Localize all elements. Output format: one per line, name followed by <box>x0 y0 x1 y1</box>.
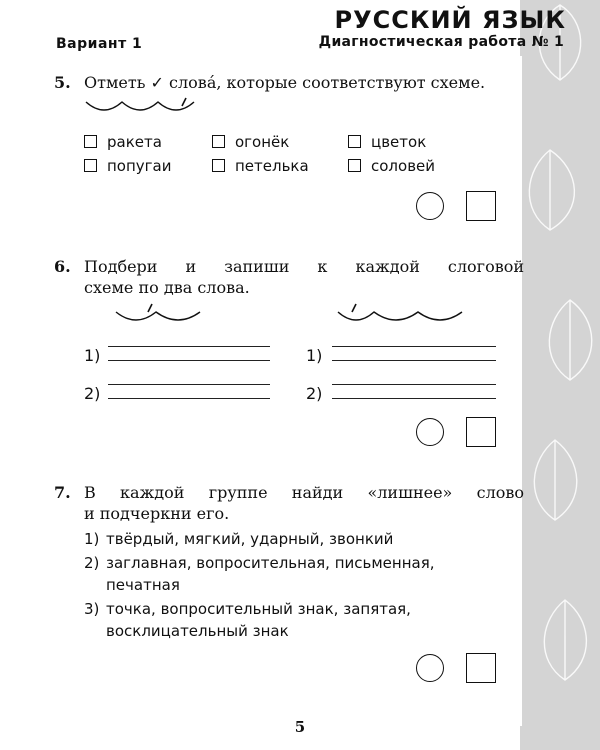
leaf-pattern-icon <box>520 0 600 750</box>
score-circle[interactable] <box>416 192 444 220</box>
checkbox[interactable] <box>84 159 97 172</box>
page-number: 5 <box>294 718 306 736</box>
answer-line[interactable] <box>108 384 270 385</box>
score-square[interactable] <box>466 191 496 221</box>
task-number: 7. <box>54 483 71 502</box>
checkbox[interactable] <box>348 135 361 148</box>
subject-title: РУССКИЙ ЯЗЫК <box>334 6 566 34</box>
syllable-scheme-arcs <box>82 96 212 120</box>
option-raketa[interactable]: ракета <box>84 133 162 151</box>
option-popugai[interactable]: попугаи <box>84 157 172 175</box>
option-solovei[interactable]: соловей <box>348 157 435 175</box>
option-ogonek[interactable]: огонёк <box>212 133 289 151</box>
answer-line[interactable] <box>108 360 270 361</box>
checkbox[interactable] <box>348 159 361 172</box>
task-number: 5. <box>54 73 71 92</box>
task-number: 6. <box>54 257 71 276</box>
answer-line[interactable] <box>332 346 496 347</box>
option-petelka[interactable]: петелька <box>212 157 309 175</box>
option-cvetok[interactable]: цветок <box>348 133 426 151</box>
checkmark-icon: ✓ <box>150 73 164 92</box>
answer-line[interactable] <box>108 346 270 347</box>
task-7: 7. В каждой группе найди «лишнее» слово и подчеркни его. <box>54 483 524 523</box>
checkbox[interactable] <box>212 135 225 148</box>
score-square[interactable] <box>466 653 496 683</box>
answer-line[interactable] <box>108 398 270 399</box>
score-circle[interactable] <box>416 654 444 682</box>
checkbox[interactable] <box>212 159 225 172</box>
checkbox[interactable] <box>84 135 97 148</box>
answer-line[interactable] <box>332 398 496 399</box>
answer-line[interactable] <box>332 360 496 361</box>
syllable-scheme-left <box>112 302 208 326</box>
task-6: 6. Подбери и запиши к каждой слоговой схеме по два слова. <box>54 257 524 297</box>
decorative-gray-panel <box>520 0 600 750</box>
syllable-scheme-right <box>334 302 474 326</box>
score-circle[interactable] <box>416 418 444 446</box>
score-square[interactable] <box>466 417 496 447</box>
work-title: Диагностическая работа № 1 <box>318 34 564 50</box>
task-5-instruction: Отметь ✓ слова́, которые соответствуют схеме. <box>84 73 486 92</box>
variant-label: Вариант 1 <box>56 36 143 52</box>
answer-line[interactable] <box>332 384 496 385</box>
